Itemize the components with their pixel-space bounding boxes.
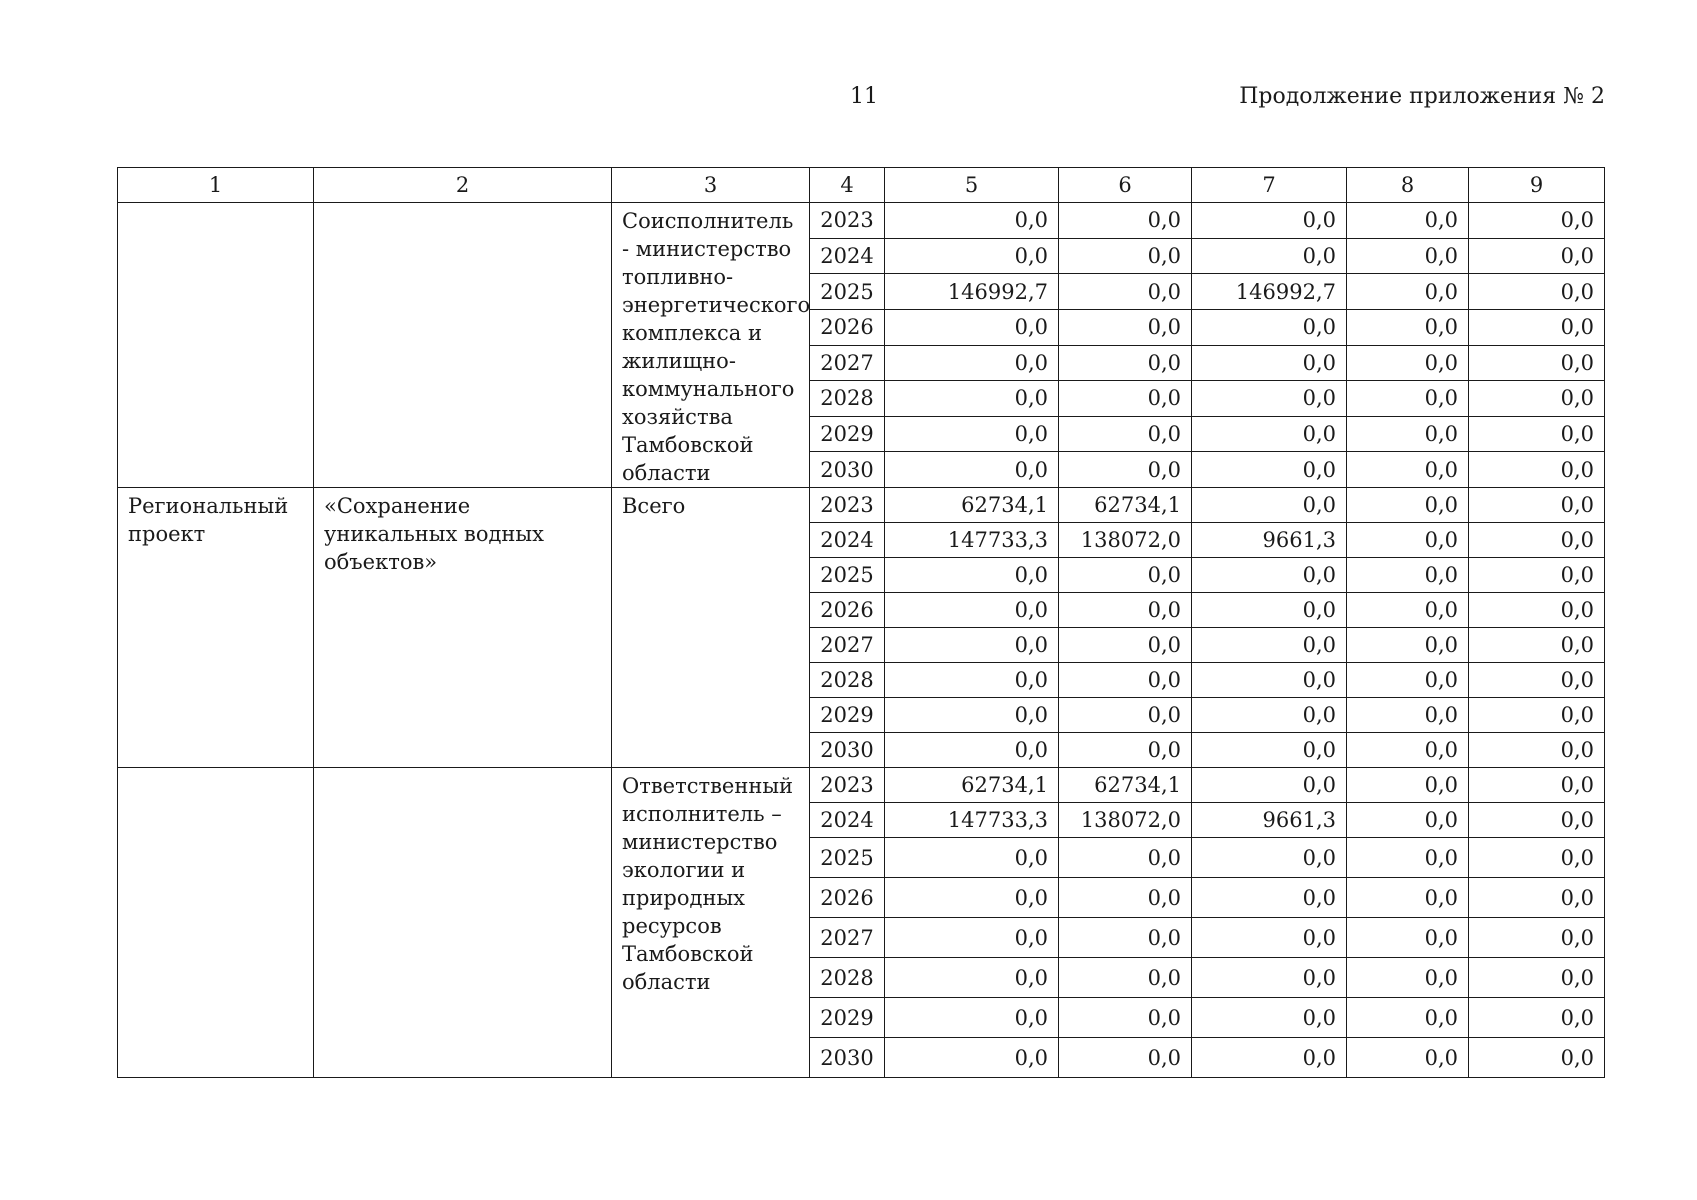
amount-cell: 0,0 <box>1059 593 1192 628</box>
year-cell: 2028 <box>810 381 885 417</box>
program-element-type <box>118 203 314 488</box>
amount-cell: 0,0 <box>1347 416 1469 452</box>
amount-cell: 0,0 <box>885 733 1059 768</box>
amount-cell: 0,0 <box>1059 1038 1192 1078</box>
amount-cell: 0,0 <box>1059 878 1192 918</box>
amount-cell: 0,0 <box>1347 309 1469 345</box>
executor-cell: Всего <box>612 488 810 768</box>
year-cell: 2027 <box>810 628 885 663</box>
amount-cell: 0,0 <box>1059 381 1192 417</box>
table-body <box>118 203 1605 1078</box>
year-cell: 2027 <box>810 918 885 958</box>
column-number: 3 <box>612 168 810 203</box>
amount-cell: 0,0 <box>1469 918 1605 958</box>
amount-cell: 0,0 <box>1347 488 1469 523</box>
column-number: 5 <box>885 168 1059 203</box>
amount-cell: 0,0 <box>885 203 1059 239</box>
amount-cell: 0,0 <box>1347 998 1469 1038</box>
column-number: 6 <box>1059 168 1192 203</box>
column-number: 7 <box>1192 168 1347 203</box>
amount-cell: 0,0 <box>1347 803 1469 838</box>
amount-cell: 0,0 <box>1469 488 1605 523</box>
amount-cell: 0,0 <box>1469 768 1605 803</box>
amount-cell: 62734,1 <box>885 488 1059 523</box>
amount-cell: 0,0 <box>885 309 1059 345</box>
amount-cell: 0,0 <box>1347 628 1469 663</box>
amount-cell: 0,0 <box>1469 523 1605 558</box>
year-cell: 2025 <box>810 274 885 310</box>
amount-cell: 0,0 <box>885 558 1059 593</box>
year-cell: 2029 <box>810 698 885 733</box>
amount-cell: 0,0 <box>1059 958 1192 998</box>
financing-table <box>117 167 1605 1078</box>
amount-cell: 0,0 <box>1192 733 1347 768</box>
table-row <box>118 203 1605 239</box>
amount-cell: 0,0 <box>885 628 1059 663</box>
amount-cell: 0,0 <box>1469 733 1605 768</box>
column-number: 2 <box>314 168 612 203</box>
column-number: 9 <box>1469 168 1605 203</box>
amount-cell: 0,0 <box>1192 203 1347 239</box>
year-cell: 2023 <box>810 203 885 239</box>
amount-cell: 138072,0 <box>1059 803 1192 838</box>
amount-cell: 0,0 <box>1059 452 1192 488</box>
year-cell: 2030 <box>810 1038 885 1078</box>
amount-cell: 0,0 <box>1192 838 1347 878</box>
amount-cell: 0,0 <box>1059 416 1192 452</box>
column-number: 4 <box>810 168 885 203</box>
year-cell: 2026 <box>810 878 885 918</box>
year-cell: 2024 <box>810 523 885 558</box>
amount-cell: 0,0 <box>1469 998 1605 1038</box>
appendix-continuation-header: Продолжение приложения № 2 <box>1239 84 1605 109</box>
amount-cell: 0,0 <box>1347 838 1469 878</box>
amount-cell: 0,0 <box>1347 523 1469 558</box>
program-element-name <box>314 203 612 488</box>
amount-cell: 0,0 <box>885 238 1059 274</box>
column-number: 8 <box>1347 168 1469 203</box>
table-row <box>118 768 1605 803</box>
amount-cell: 0,0 <box>1192 698 1347 733</box>
year-cell: 2029 <box>810 998 885 1038</box>
amount-cell: 62734,1 <box>885 768 1059 803</box>
amount-cell: 0,0 <box>1469 309 1605 345</box>
amount-cell: 0,0 <box>1192 238 1347 274</box>
amount-cell: 0,0 <box>885 878 1059 918</box>
amount-cell: 0,0 <box>1192 488 1347 523</box>
amount-cell: 0,0 <box>1059 918 1192 958</box>
executor-cell: Ответственный исполнитель – министерство экологии и природных ресурсов Тамбовской области <box>612 768 810 1078</box>
year-cell: 2026 <box>810 593 885 628</box>
amount-cell: 147733,3 <box>885 803 1059 838</box>
amount-cell: 0,0 <box>1469 345 1605 381</box>
amount-cell: 0,0 <box>1192 345 1347 381</box>
amount-cell: 0,0 <box>1469 958 1605 998</box>
amount-cell: 0,0 <box>1347 238 1469 274</box>
amount-cell: 0,0 <box>1347 593 1469 628</box>
amount-cell: 0,0 <box>1469 698 1605 733</box>
amount-cell: 0,0 <box>1059 345 1192 381</box>
amount-cell: 0,0 <box>885 998 1059 1038</box>
amount-cell: 0,0 <box>1192 381 1347 417</box>
amount-cell: 0,0 <box>1192 878 1347 918</box>
amount-cell: 0,0 <box>1469 238 1605 274</box>
year-cell: 2027 <box>810 345 885 381</box>
amount-cell: 0,0 <box>1192 1038 1347 1078</box>
amount-cell: 146992,7 <box>885 274 1059 310</box>
year-cell: 2023 <box>810 488 885 523</box>
amount-cell: 62734,1 <box>1059 768 1192 803</box>
year-cell: 2029 <box>810 416 885 452</box>
amount-cell: 0,0 <box>885 698 1059 733</box>
amount-cell: 0,0 <box>885 416 1059 452</box>
year-cell: 2030 <box>810 733 885 768</box>
amount-cell: 0,0 <box>1469 274 1605 310</box>
column-number: 1 <box>118 168 314 203</box>
amount-cell: 0,0 <box>1347 1038 1469 1078</box>
amount-cell: 0,0 <box>1347 958 1469 998</box>
amount-cell: 0,0 <box>1192 309 1347 345</box>
amount-cell: 0,0 <box>1347 274 1469 310</box>
amount-cell: 0,0 <box>885 958 1059 998</box>
amount-cell: 0,0 <box>1347 381 1469 417</box>
amount-cell: 0,0 <box>1469 1038 1605 1078</box>
amount-cell: 0,0 <box>1059 203 1192 239</box>
amount-cell: 0,0 <box>1469 838 1605 878</box>
amount-cell: 0,0 <box>1347 768 1469 803</box>
year-cell: 2028 <box>810 663 885 698</box>
column-number-row <box>118 168 1605 203</box>
amount-cell: 0,0 <box>1469 416 1605 452</box>
amount-cell: 0,0 <box>1347 345 1469 381</box>
amount-cell: 0,0 <box>1059 274 1192 310</box>
year-cell: 2028 <box>810 958 885 998</box>
amount-cell: 0,0 <box>1192 768 1347 803</box>
year-cell: 2025 <box>810 838 885 878</box>
amount-cell: 0,0 <box>1469 628 1605 663</box>
year-cell: 2024 <box>810 803 885 838</box>
amount-cell: 0,0 <box>885 381 1059 417</box>
year-cell: 2023 <box>810 768 885 803</box>
amount-cell: 0,0 <box>1059 838 1192 878</box>
amount-cell: 0,0 <box>1347 452 1469 488</box>
amount-cell: 0,0 <box>1192 958 1347 998</box>
program-element-type: Региональный проект <box>118 488 314 768</box>
amount-cell: 0,0 <box>1469 203 1605 239</box>
amount-cell: 0,0 <box>885 452 1059 488</box>
amount-cell: 0,0 <box>1192 416 1347 452</box>
amount-cell: 0,0 <box>1347 558 1469 593</box>
amount-cell: 0,0 <box>1192 593 1347 628</box>
amount-cell: 0,0 <box>1347 663 1469 698</box>
year-cell: 2024 <box>810 238 885 274</box>
amount-cell: 9661,3 <box>1192 803 1347 838</box>
amount-cell: 0,0 <box>1059 628 1192 663</box>
amount-cell: 0,0 <box>1192 663 1347 698</box>
amount-cell: 0,0 <box>1192 628 1347 663</box>
amount-cell: 0,0 <box>1192 998 1347 1038</box>
amount-cell: 146992,7 <box>1192 274 1347 310</box>
amount-cell: 0,0 <box>1192 558 1347 593</box>
executor-cell: Соисполнитель - министерство топливно-энергетического комплекса и жилищно-коммунального хозяйства Тамбовской области <box>612 203 810 488</box>
amount-cell: 0,0 <box>1469 558 1605 593</box>
amount-cell: 138072,0 <box>1059 523 1192 558</box>
amount-cell: 0,0 <box>1059 558 1192 593</box>
amount-cell: 0,0 <box>885 593 1059 628</box>
amount-cell: 0,0 <box>1469 452 1605 488</box>
amount-cell: 0,0 <box>1347 203 1469 239</box>
amount-cell: 0,0 <box>1192 918 1347 958</box>
amount-cell: 0,0 <box>885 1038 1059 1078</box>
amount-cell: 0,0 <box>1059 698 1192 733</box>
amount-cell: 0,0 <box>1469 663 1605 698</box>
program-element-name: «Сохранение уникальных водных объектов» <box>314 488 612 768</box>
amount-cell: 0,0 <box>1347 733 1469 768</box>
amount-cell: 0,0 <box>1192 452 1347 488</box>
amount-cell: 0,0 <box>1059 733 1192 768</box>
amount-cell: 0,0 <box>1059 998 1192 1038</box>
amount-cell: 0,0 <box>885 345 1059 381</box>
year-cell: 2025 <box>810 558 885 593</box>
amount-cell: 0,0 <box>1059 663 1192 698</box>
amount-cell: 0,0 <box>1469 381 1605 417</box>
amount-cell: 0,0 <box>1469 878 1605 918</box>
page-number: 11 <box>850 84 878 109</box>
amount-cell: 0,0 <box>1347 698 1469 733</box>
amount-cell: 62734,1 <box>1059 488 1192 523</box>
program-element-name <box>314 768 612 1078</box>
amount-cell: 0,0 <box>1347 918 1469 958</box>
year-cell: 2026 <box>810 309 885 345</box>
amount-cell: 0,0 <box>1469 593 1605 628</box>
amount-cell: 0,0 <box>885 838 1059 878</box>
amount-cell: 0,0 <box>1059 238 1192 274</box>
table-row <box>118 488 1605 523</box>
amount-cell: 0,0 <box>1059 309 1192 345</box>
program-element-type <box>118 768 314 1078</box>
amount-cell: 0,0 <box>1469 803 1605 838</box>
amount-cell: 147733,3 <box>885 523 1059 558</box>
amount-cell: 0,0 <box>1347 878 1469 918</box>
amount-cell: 9661,3 <box>1192 523 1347 558</box>
amount-cell: 0,0 <box>885 918 1059 958</box>
amount-cell: 0,0 <box>885 663 1059 698</box>
year-cell: 2030 <box>810 452 885 488</box>
